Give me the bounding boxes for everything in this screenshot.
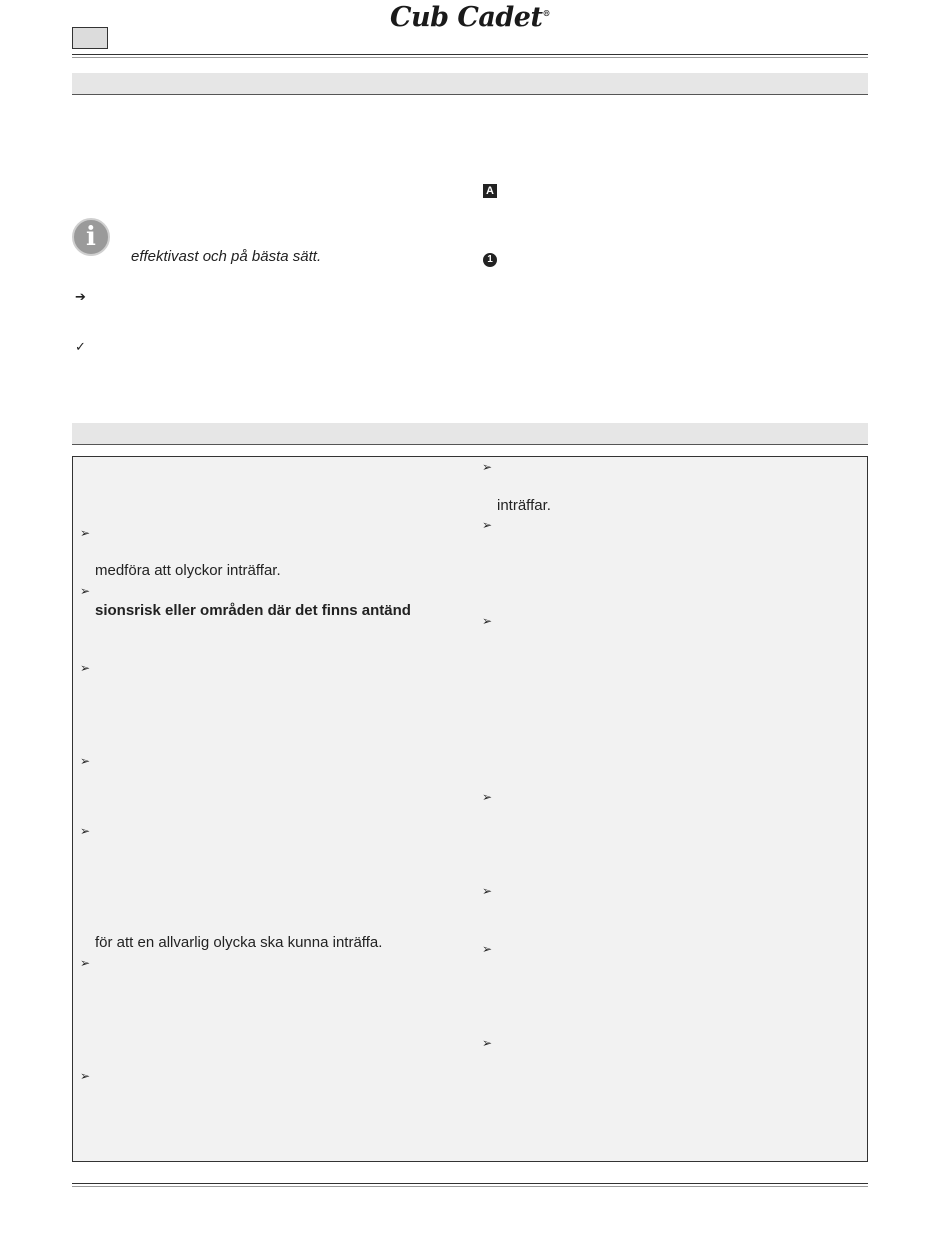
footer-rule-thin: [72, 1186, 868, 1187]
left-text-line: medföra att olyckor inträffar.: [95, 562, 281, 579]
check-icon: ✓: [75, 339, 86, 354]
brand-mark: ®: [542, 8, 550, 18]
left-bullet-icon: ➢: [80, 956, 91, 970]
left-text-line-bold: sionsrisk eller områden där det finns antänd: [95, 602, 411, 619]
left-bullet-icon: ➢: [80, 584, 91, 598]
right-bullet-icon: ➢: [482, 460, 493, 474]
header-rule: [72, 54, 868, 55]
safety-heading-bar: [72, 423, 868, 445]
right-bullet-icon: ➢: [482, 614, 493, 628]
left-bullet-icon: ➢: [80, 661, 91, 675]
figure-letter-badge: A: [483, 184, 497, 198]
left-bullet-icon: ➢: [80, 754, 91, 768]
header-rule-thin: [72, 57, 868, 58]
brand-name: Cub Cadet: [390, 2, 543, 33]
page-number-box: [72, 27, 108, 49]
right-bullet-icon: ➢: [482, 884, 493, 898]
left-text-line: för att en allvarlig olycka ska kunna inträffa.: [95, 934, 383, 951]
right-bullet-icon: ➢: [482, 1036, 493, 1050]
info-note-text: effektivast och på bästa sätt.: [131, 248, 322, 265]
right-bullet-icon: ➢: [482, 518, 493, 532]
left-bullet-icon: ➢: [80, 526, 91, 540]
brand-logo: [380, 2, 560, 42]
figure-number-badge: 1: [483, 253, 497, 267]
footer-rule: [72, 1183, 868, 1184]
left-bullet-icon: ➢: [80, 824, 91, 838]
right-bullet-icon: ➢: [482, 942, 493, 956]
left-bullet-icon: ➢: [80, 1069, 91, 1083]
right-bullet-icon: ➢: [482, 790, 493, 804]
section-heading-bar: [72, 73, 868, 95]
info-icon: i: [72, 218, 110, 256]
right-text-line: inträffar.: [497, 497, 551, 514]
arrow-right-icon: ➔: [75, 289, 86, 304]
